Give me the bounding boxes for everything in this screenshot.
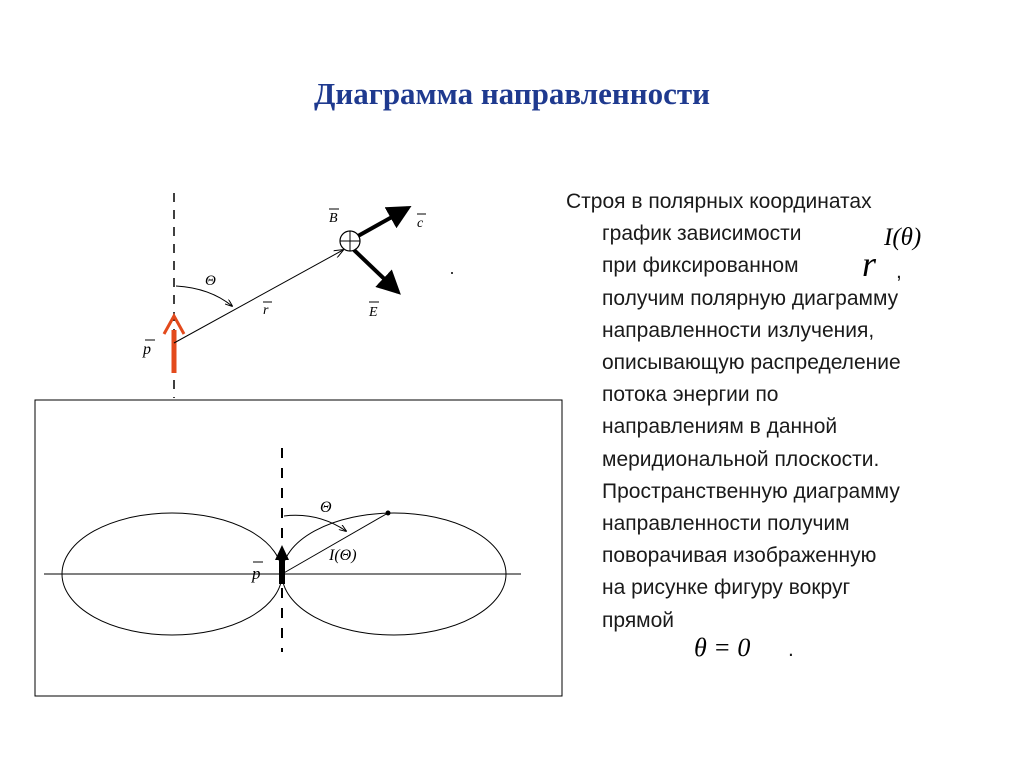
label-e: E [369, 305, 378, 320]
text-line-8: направлениям в данной [602, 415, 838, 439]
label-theta-bottom: Θ [320, 499, 332, 516]
text-line-5: направленности излучения, [602, 318, 875, 342]
slide-title: Диаграмма направленности [314, 76, 710, 111]
text-line-3: при фиксированном [602, 254, 799, 278]
text-line-12: поворачивая изображенную [602, 544, 877, 568]
c-vector [358, 208, 408, 236]
label-p-top: p [143, 341, 151, 358]
theta-arc [176, 286, 232, 306]
text-line-2: график зависимости [602, 222, 802, 246]
text-line-1: Строя в полярных координатах [566, 190, 872, 213]
text-line-11: направленности получим [602, 512, 850, 536]
formula-r: r [862, 244, 877, 284]
label-intensity: I(Θ) [329, 547, 357, 564]
formula-intensity: I(θ) [884, 224, 922, 251]
lower-diagram-frame [35, 400, 562, 696]
e-vector [354, 250, 398, 292]
upper-diagram [142, 193, 453, 398]
text-line-4: получим полярную диаграмму [602, 286, 899, 310]
text-line-14: прямой [602, 608, 675, 632]
label-c: c [417, 216, 424, 231]
description-text [566, 186, 1006, 662]
text-line-6: описывающую распределение [602, 351, 901, 375]
formula-theta-zero: θ = 0 [694, 633, 751, 662]
text-line-7: потока энергии по [602, 383, 779, 407]
lower-diagram [35, 400, 562, 696]
label-p-bottom: p [252, 564, 261, 583]
label-r: r [263, 303, 269, 318]
label-theta-top: Θ [205, 273, 216, 289]
text-line-9: меридиональной плоскости. [602, 447, 880, 471]
text-line-13: на рисунке фигуру вокруг [602, 576, 851, 600]
formula-comma: , [896, 260, 902, 283]
label-b: B [329, 211, 338, 226]
radius-vector [174, 250, 343, 343]
formula-period: . [788, 638, 794, 661]
text-line-10: Пространственную диаграмму [602, 479, 900, 503]
